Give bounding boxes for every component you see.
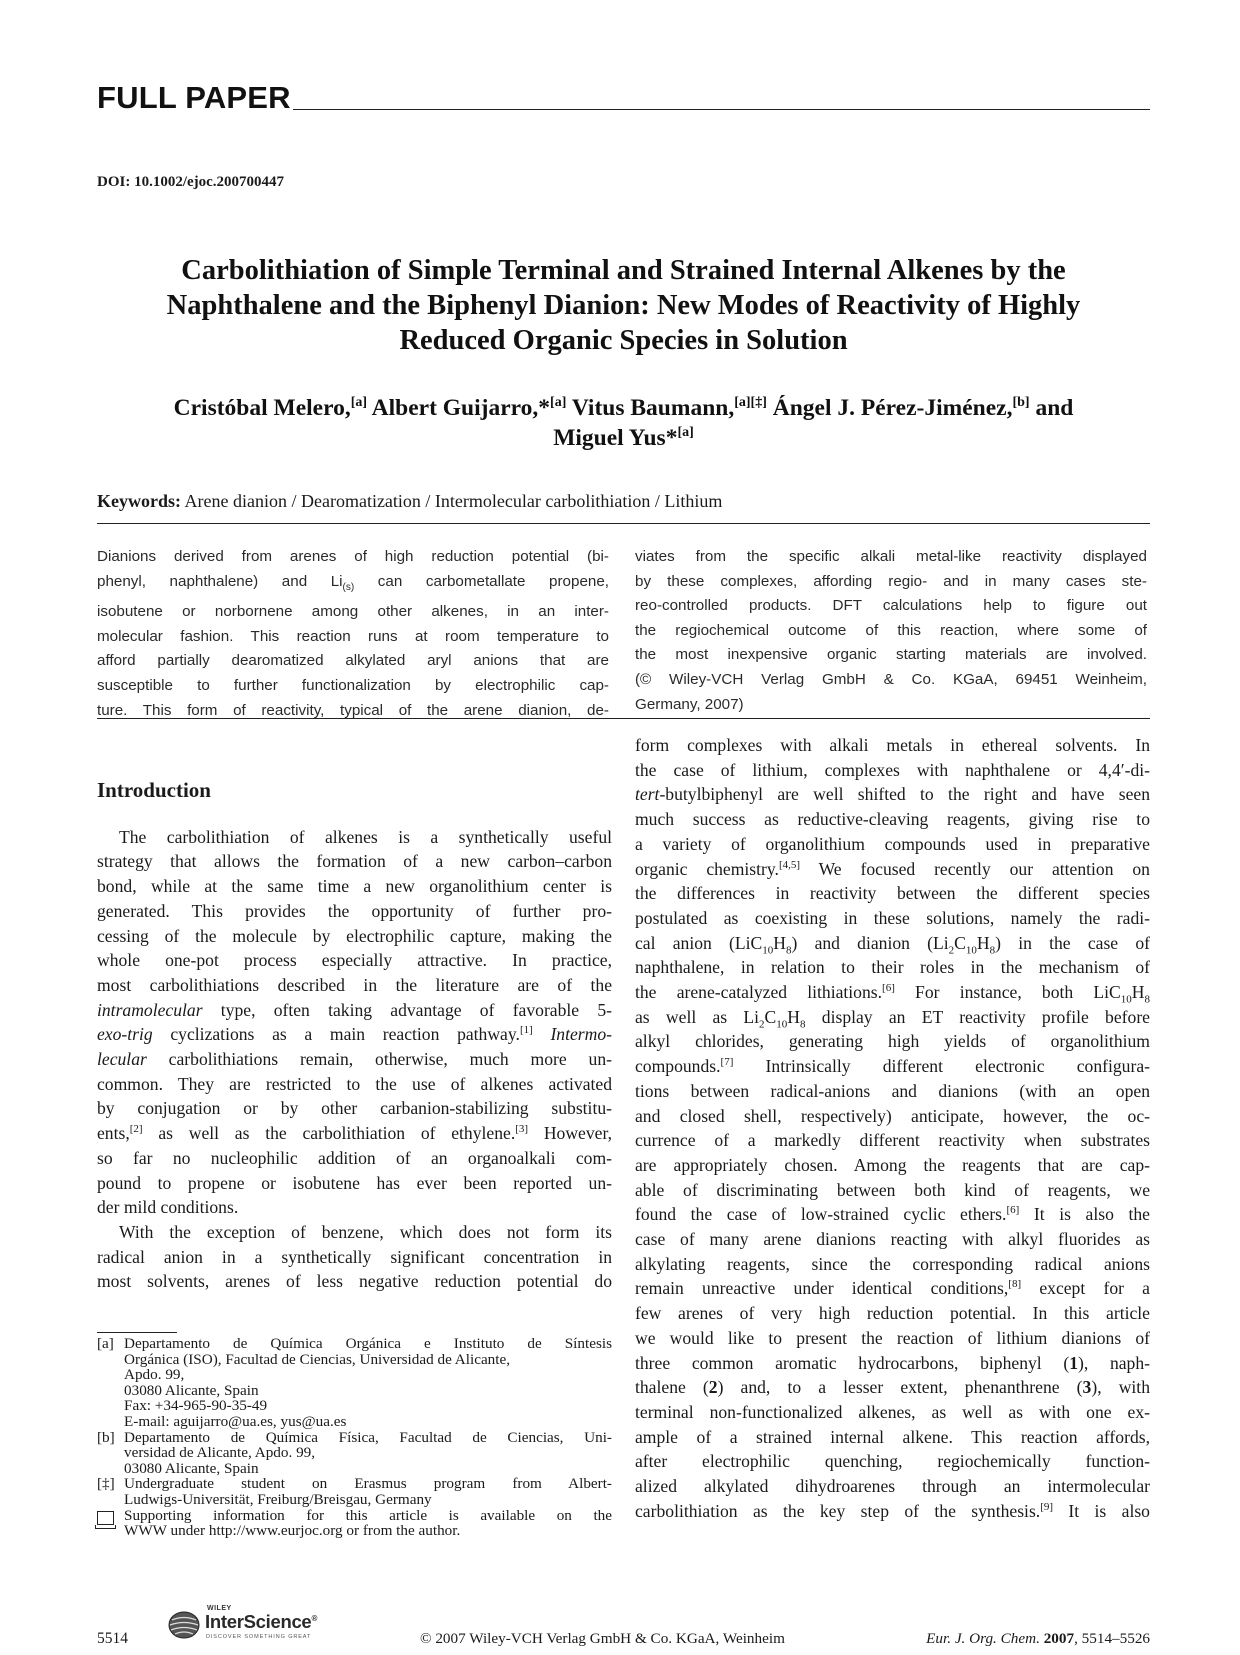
title-line: Carbolithiation of Simple Terminal and Strained Internal Alkenes by the xyxy=(181,255,1066,286)
body-line xyxy=(635,857,1150,882)
body-left-column xyxy=(97,780,612,1294)
body-text: H xyxy=(787,1006,801,1027)
body-line xyxy=(635,1499,1150,1524)
body-line: alkyl chlorides, generating high yields of organolithium xyxy=(635,1031,1150,1052)
body-line xyxy=(635,782,1150,807)
body-line: much success as reductive-cleaving reagents, giving rise to xyxy=(635,809,1150,830)
body-text: ), with xyxy=(1091,1377,1150,1398)
affiliation-mark: [a] xyxy=(677,425,694,441)
compound-number: 2 xyxy=(708,1377,718,1398)
abstract-left-column xyxy=(97,545,609,723)
body-line: alized alkylated dihydroarenes through an intermolecular xyxy=(635,1476,1150,1497)
footnote-line: Departamento de Química Física, Facultad de Ciencias, Uni- xyxy=(124,1428,612,1446)
body-line: few arenes of very high reduction potential. In this article xyxy=(635,1303,1150,1324)
subscript: 10 xyxy=(776,1018,788,1031)
footnote-line: versidad de Alicante, Apdo. 99, xyxy=(124,1444,316,1462)
abstract-right-column xyxy=(635,545,1147,717)
citation-ref[interactable]: [7] xyxy=(720,1056,734,1069)
body-text: It is also xyxy=(1053,1500,1150,1521)
body-text: ), naph- xyxy=(1078,1352,1151,1373)
abstract-line: Dianions derived from arenes of high reduction potential (bi- xyxy=(97,548,609,565)
subscript: 10 xyxy=(965,944,977,957)
affiliation-mark: [a] xyxy=(550,395,567,411)
body-line: pound to propene or isobutene has ever been reported un- xyxy=(97,1172,612,1193)
body-text: cal anion (LiC xyxy=(635,932,763,953)
section-label: FULL PAPER xyxy=(97,80,291,115)
header-rule xyxy=(293,109,1150,110)
body-text: carbolithiations remain, otherwise, much more un- xyxy=(146,1049,612,1070)
supporting-info-footnote xyxy=(97,1508,612,1539)
footnote-mark: [‡] xyxy=(97,1475,115,1493)
globe-icon xyxy=(166,1609,202,1641)
footnote-line: Apdo. 99, xyxy=(124,1366,185,1384)
subscript: 8 xyxy=(800,1018,806,1031)
body-text: cyclizations as a main reaction pathway. xyxy=(152,1024,520,1045)
body-text: type, often taking advantage of favorable 5- xyxy=(202,999,612,1020)
body-line: we would like to present the reaction of lithium dianions of xyxy=(635,1327,1150,1348)
abstract-line: ture. This form of reactivity, typical of the arene dianion, de- xyxy=(97,701,609,719)
page-number: 5514 xyxy=(97,1630,128,1647)
body-line: ample of a strained internal alkene. This reaction affords, xyxy=(635,1426,1150,1447)
section-heading: Introduction xyxy=(97,778,211,802)
affiliation-footnote xyxy=(97,1336,612,1430)
body-line: der mild conditions. xyxy=(97,1197,239,1218)
abstract-line: Germany, 2007) xyxy=(635,695,744,713)
body-line: postulated as coexisting in these solutions, namely the radi- xyxy=(635,907,1150,928)
body-line: cessing of the molecule by electrophilic capture, making the xyxy=(97,925,612,946)
body-line xyxy=(97,1022,612,1047)
registered-mark: ® xyxy=(311,1613,318,1623)
body-text: ) and, to a lesser extent, phenanthrene ( xyxy=(717,1377,1083,1398)
author-list xyxy=(97,393,1150,453)
computer-icon xyxy=(97,1511,114,1525)
body-text: except for a xyxy=(1021,1278,1150,1299)
subscript: 2 xyxy=(759,1018,765,1031)
body-text: Intrinsically different electronic configura- xyxy=(733,1056,1150,1077)
body-text: organic chemistry. xyxy=(635,858,779,879)
affiliation-mark: [b] xyxy=(1012,395,1030,411)
body-text: C xyxy=(764,1006,777,1027)
body-line: after electrophilic quenching, regiochemically function- xyxy=(635,1451,1150,1472)
abstract-line: (© Wiley-VCH Verlag GmbH & Co. KGaA, 69451 Weinheim, xyxy=(635,670,1147,688)
affiliation-footnote xyxy=(97,1476,612,1507)
body-text: It is also the xyxy=(1019,1204,1150,1225)
citation-ref[interactable]: [2] xyxy=(129,1123,143,1136)
italic-text: exo-trig xyxy=(97,1024,153,1045)
compound-number: 3 xyxy=(1082,1377,1092,1398)
affiliation-mark: [a][‡] xyxy=(734,395,767,411)
supporting-info-link[interactable]: WWW under http://www.eurjoc.org or from the author. xyxy=(124,1522,461,1540)
author-name: Miguel Yus* xyxy=(553,425,678,451)
title-line: Naphthalene and the Biphenyl Dianion: New Modes of Reactivity of Highly xyxy=(166,290,1081,321)
journal-pages: , 5514–5526 xyxy=(1074,1630,1150,1647)
body-text: For instance, both LiC xyxy=(894,982,1121,1003)
body-line xyxy=(97,1121,612,1146)
author-name: Albert Guijarro,* xyxy=(371,395,551,421)
author-name: Cristóbal Melero, xyxy=(173,395,351,421)
keywords-text: Arene dianion / Dearomatization / Intermolecular carbolithiation / Lithium xyxy=(184,491,723,511)
italic-text: Intermo- xyxy=(532,1024,612,1045)
subscript: 8 xyxy=(785,944,792,957)
subscript: 2 xyxy=(948,944,955,957)
body-text: the arene-catalyzed lithiations. xyxy=(635,982,883,1003)
footnote-line: Supporting information for this article is available on the xyxy=(124,1506,612,1524)
footnote-mark: [b] xyxy=(97,1428,115,1446)
body-text: remain unreactive under identical conditions, xyxy=(635,1278,1009,1299)
italic-text: intramolecular xyxy=(97,999,203,1020)
body-text: H xyxy=(976,932,990,953)
author-line xyxy=(97,393,1150,423)
author-name: Ángel J. Pérez-Jiménez, xyxy=(772,395,1013,421)
abstract-line: susceptible to further functionalization by electrophilic cap- xyxy=(97,677,609,694)
logo-wordmark: InterScience xyxy=(205,1611,312,1632)
citation-ref[interactable]: [1] xyxy=(519,1024,533,1037)
body-line: and closed shell, respectively) anticipate, however, the oc- xyxy=(635,1105,1150,1126)
body-line: The carbolithiation of alkenes is a synthetically useful xyxy=(119,826,612,847)
journal-year: 2007 xyxy=(1043,1630,1075,1647)
body-right-column xyxy=(635,733,1150,1524)
body-line: the differences in reactivity between the different species xyxy=(635,883,1150,904)
body-text: three common aromatic hydrocarbons, biphenyl ( xyxy=(635,1352,1070,1373)
keywords-rule xyxy=(97,523,1150,524)
body-line: able of discriminating between both kind of reagents, we xyxy=(635,1179,1150,1200)
footnote-line: Departamento de Química Orgánica e Instituto de Síntesis xyxy=(124,1335,612,1352)
citation-ref[interactable]: [9] xyxy=(1040,1500,1054,1513)
body-line: alkylating reagents, since the corresponding radical anions xyxy=(635,1253,1150,1274)
abstract-line: afford partially dearomatized alkylated aryl anions that are xyxy=(97,652,609,670)
body-text: as well as the carbolithiation of ethylene. xyxy=(142,1123,516,1144)
journal-citation xyxy=(877,1630,1150,1648)
footnote-mark: [a] xyxy=(97,1335,114,1352)
body-line xyxy=(635,1005,1150,1030)
abstract-rule xyxy=(97,718,1150,719)
body-line xyxy=(635,1276,1150,1301)
body-text: thalene ( xyxy=(635,1377,709,1398)
body-line: currence of a markedly different reactivity when substrates xyxy=(635,1130,1150,1151)
subscript: 8 xyxy=(989,944,996,957)
keywords xyxy=(97,491,722,512)
email-line[interactable]: E-mail: aguijarro@ua.es, yus@ua.es xyxy=(124,1412,347,1430)
body-text: ents, xyxy=(97,1123,130,1144)
doi[interactable]: DOI: 10.1002/ejoc.200700447 xyxy=(97,174,285,190)
body-line: tions between radical-anions and dianions (with an open xyxy=(635,1080,1150,1101)
footnote-line: 03080 Alicante, Spain xyxy=(124,1381,259,1399)
author-line xyxy=(97,423,1150,453)
footnote-line: 03080 Alicante, Spain xyxy=(124,1459,259,1477)
abstract-text: can carbometallate propene, xyxy=(354,572,610,590)
body-line: case of many arene dianions reacting with alkyl fluorides as xyxy=(635,1229,1150,1250)
body-text: as well as Li xyxy=(635,1006,760,1027)
body-text: We focused recently our attention on xyxy=(800,858,1150,879)
subscript: 8 xyxy=(1144,993,1151,1006)
subscript: 10 xyxy=(762,944,774,957)
citation-ref[interactable]: [4,5] xyxy=(778,858,801,871)
italic-text: lecular xyxy=(97,1049,147,1070)
body-line: the case of lithium, complexes with naphthalene or 4,4′-di- xyxy=(635,759,1150,780)
affiliation-footnote xyxy=(97,1430,612,1477)
citation-ref[interactable]: [3] xyxy=(515,1123,529,1136)
body-line: whole one-pot process especially attractive. In practice, xyxy=(97,950,612,971)
body-text: carbolithiation as the key step of the synthesis. xyxy=(635,1500,1041,1521)
body-line: most carbolithiations described in the literature are of the xyxy=(97,974,612,995)
body-line: by conjugation or by other carbanion-stabilizing substitu- xyxy=(97,1098,612,1119)
keywords-label: Keywords: xyxy=(97,491,181,511)
body-line: generated. This provides the opportunity of further pro- xyxy=(97,900,612,921)
abstract-line: isobutene or norbornene among other alkenes, in an inter- xyxy=(97,603,609,621)
body-text: display an ET reactivity profile before xyxy=(805,1006,1150,1027)
body-line: strategy that allows the formation of a new carbon–carbon xyxy=(97,851,612,872)
body-line: bond, while at the same time a new organolithium center is xyxy=(97,876,612,897)
paper-title xyxy=(97,253,1150,358)
body-line: are appropriately chosen. Among the reagents that are cap- xyxy=(635,1154,1150,1175)
journal-name: Eur. J. Org. Chem. xyxy=(926,1630,1040,1647)
body-text: compounds. xyxy=(635,1056,721,1077)
logo-small-text: WILEY xyxy=(207,1605,232,1612)
footnote-line: Fax: +34-965-90-35-49 xyxy=(124,1397,268,1415)
footnotes xyxy=(97,1336,612,1539)
body-line: With the exception of benzene, which does not form its xyxy=(119,1221,612,1242)
body-line xyxy=(97,1047,612,1072)
abstract-line: molecular fashion. This reaction runs at room temperature to xyxy=(97,627,609,645)
body-line: so far no nucleophilic addition of an organoalkali com- xyxy=(97,1147,612,1168)
body-line xyxy=(635,1375,1150,1400)
body-line xyxy=(635,1202,1150,1227)
body-line xyxy=(635,931,1150,956)
body-text: H xyxy=(1131,982,1145,1003)
body-line: common. They are restricted to the use of alkenes activated xyxy=(97,1073,612,1094)
body-line: terminal non-functionalized alkenes, as well as with one ex- xyxy=(635,1401,1150,1422)
footnote-line: Undergraduate student on Erasmus program from Albert- xyxy=(124,1475,612,1493)
subscript: 10 xyxy=(1120,993,1132,1006)
footnote-line: Ludwigs-Universität, Freiburg/Breisgau, Germany xyxy=(124,1490,432,1508)
title-line: Reduced Organic Species in Solution xyxy=(399,325,848,356)
body-text: C xyxy=(954,932,966,953)
italic-text: tert xyxy=(635,784,660,805)
abstract-line: the regiochemical outcome of this reaction, where some of xyxy=(635,621,1147,639)
compound-number: 1 xyxy=(1069,1352,1079,1373)
citation-ref[interactable]: [8] xyxy=(1008,1278,1022,1291)
body-text: ) and dianion (Li xyxy=(791,932,949,953)
footnote-line: Orgánica (ISO), Facultad de Ciencias, Universidad de Alicante, xyxy=(124,1350,511,1368)
interscience-logo[interactable] xyxy=(166,1605,326,1645)
fn-mark-wrap xyxy=(97,1508,124,1539)
abstract-line xyxy=(97,570,609,601)
body-text: found the case of low-strained cyclic ethers. xyxy=(635,1204,1007,1225)
body-line: most solvents, arenes of less negative reduction potential do xyxy=(97,1271,612,1292)
body-text: H xyxy=(773,932,786,953)
affiliation-mark: [a] xyxy=(350,395,368,411)
footnote-rule xyxy=(97,1332,177,1333)
body-line: form complexes with alkali metals in ethereal solvents. In xyxy=(635,735,1150,755)
body-line: naphthalene, in relation to their roles in the mechanism of xyxy=(635,957,1150,978)
abstract-line: the most inexpensive organic starting materials are involved. xyxy=(635,646,1147,664)
body-text: However, xyxy=(528,1123,612,1144)
abstract-text: phenyl, naphthalene) and Li xyxy=(97,572,343,590)
copyright: © 2007 Wiley-VCH Verlag GmbH & Co. KGaA, Weinheim xyxy=(420,1630,785,1647)
body-line: a variety of organolithium compounds used in preparative xyxy=(635,833,1150,854)
citation-ref[interactable]: [6] xyxy=(882,982,895,995)
logo-main-text xyxy=(205,1611,317,1633)
body-line xyxy=(635,1351,1150,1376)
body-line xyxy=(635,1054,1150,1079)
abstract-line: reo-controlled products. DFT calculations help to figure out xyxy=(635,597,1147,615)
body-text: -butylbiphenyl are well shifted to the right and have seen xyxy=(659,784,1150,805)
abstract-line: viates from the specific alkali metal-like reactivity displayed xyxy=(635,548,1147,565)
subscript: (s) xyxy=(342,581,355,593)
citation-ref[interactable]: [6] xyxy=(1006,1204,1020,1217)
author-and: and xyxy=(1035,395,1074,421)
abstract-line: by these complexes, affording regio- and in many cases ste- xyxy=(635,572,1147,590)
body-line: radical anion in a synthetically significant concentration in xyxy=(97,1246,612,1267)
logo-tagline: DISCOVER SOMETHING GREAT xyxy=(206,1634,312,1640)
author-name: Vitus Baumann, xyxy=(571,395,735,421)
body-line xyxy=(97,998,612,1023)
body-text: ) in the case of xyxy=(995,932,1150,953)
body-line xyxy=(635,980,1150,1005)
